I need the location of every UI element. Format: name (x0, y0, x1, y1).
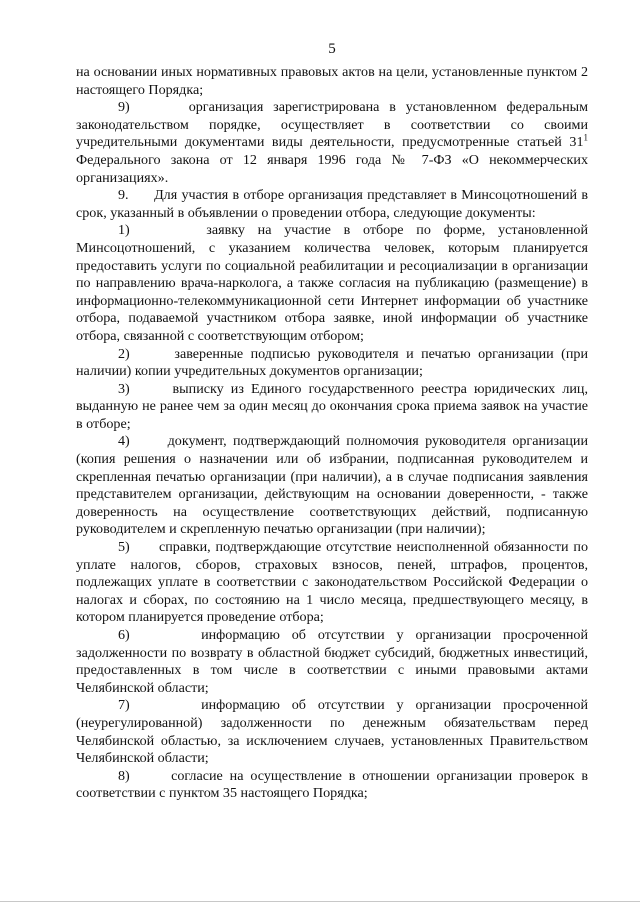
paragraph-continuation: на основании иных нормативных правовых актов на цели, установленные пунктом 2 настоящего Порядка; (76, 64, 588, 98)
paragraph-section-9: 9. Для участия в отборе организация представляет в Минсоцотношений в срок, указанный в объявлении о проведении отбора, следующие документы: (76, 187, 588, 221)
paragraph-item-6: 6) информацию об отсутствии у организации просроченной задолженности по возврату в областной бюджет субсидий, бюджетных инвестиций, предоставленных в том числе в соответствии с иными правовыми актами Челябинской области; (76, 627, 588, 696)
paragraph-item-4: 4) документ, подтверждающий полномочия руководителя организации (копия решения о назначении или об избрании, подписанная руководителем и скрепленная печатью организации (при наличии), а в случае подписания заявления представителем организации, действующим на основании доверенности, - также доверенность на осуществление соответствующих действий, подписанную руководителем и скрепленную печатью организации (при наличии); (76, 433, 588, 538)
superscript: 1 (583, 132, 588, 143)
paragraph-item-5: 5) справки, подтверждающие отсутствие неисполненной обязанности по уплате налогов, сборов, страховых взносов, пеней, штрафов, процентов, подлежащих уплате в соответствии с законодательством Российской Федерации о налогах и сборах, по состоянию на 1 число месяца, предшествующего месяцу, в котором планируется проведение отбора; (76, 539, 588, 626)
paragraph-item-9-registration (76, 99, 588, 187)
paragraph-item-7: 7) информацию об отсутствии у организации просроченной (неурегулированной) задолженности по денежным обязательствам перед Челябинской областью, за исключением случаев, установленных Правительством Челябинской области; (76, 697, 588, 767)
paragraph-item-3: 3) выписку из Единого государственного реестра юридических лиц, выданную не ранее чем за один месяц до окончания срока приема заявок на участие в отборе; (76, 380, 588, 432)
paragraph-text: 9) организация зарегистрирована в установленном федеральным законодательством порядке, осуществляет в соответствии со своими учредительными документами виды деятельности, предусмотренные статьей 31 (76, 99, 588, 151)
page-bottom-edge (0, 901, 640, 902)
paragraph-item-8: 8) согласие на осуществление в отношении организации проверок в соответствии с пунктом 35 настоящего Порядка; (76, 767, 588, 802)
paragraph-item-2: 2) заверенные подписью руководителя и печатью организации (при наличии) копии учредительных документов организации; (76, 345, 588, 380)
paragraph-item-1: 1) заявку на участие в отборе по форме, установленной Минсоцотношений, с указанием количества человек, которым планируется предоставить услуги по социальной реабилитации и ресоциализации в организации по направлению врача-нарколога, а также согласия на публикацию (размещение) в информационно-телекоммуникационной сети Интернет информации об участнике отбора, подаваемой участником отбора заявке, иной информации об участнике отбора, связанной с соответствующим отбором; (76, 222, 588, 344)
page-number: 5 (328, 41, 336, 57)
paragraph-text-after: Федерального закона от 12 января 1996 года № 7-ФЗ «О некоммерческих организациях». (76, 151, 588, 186)
